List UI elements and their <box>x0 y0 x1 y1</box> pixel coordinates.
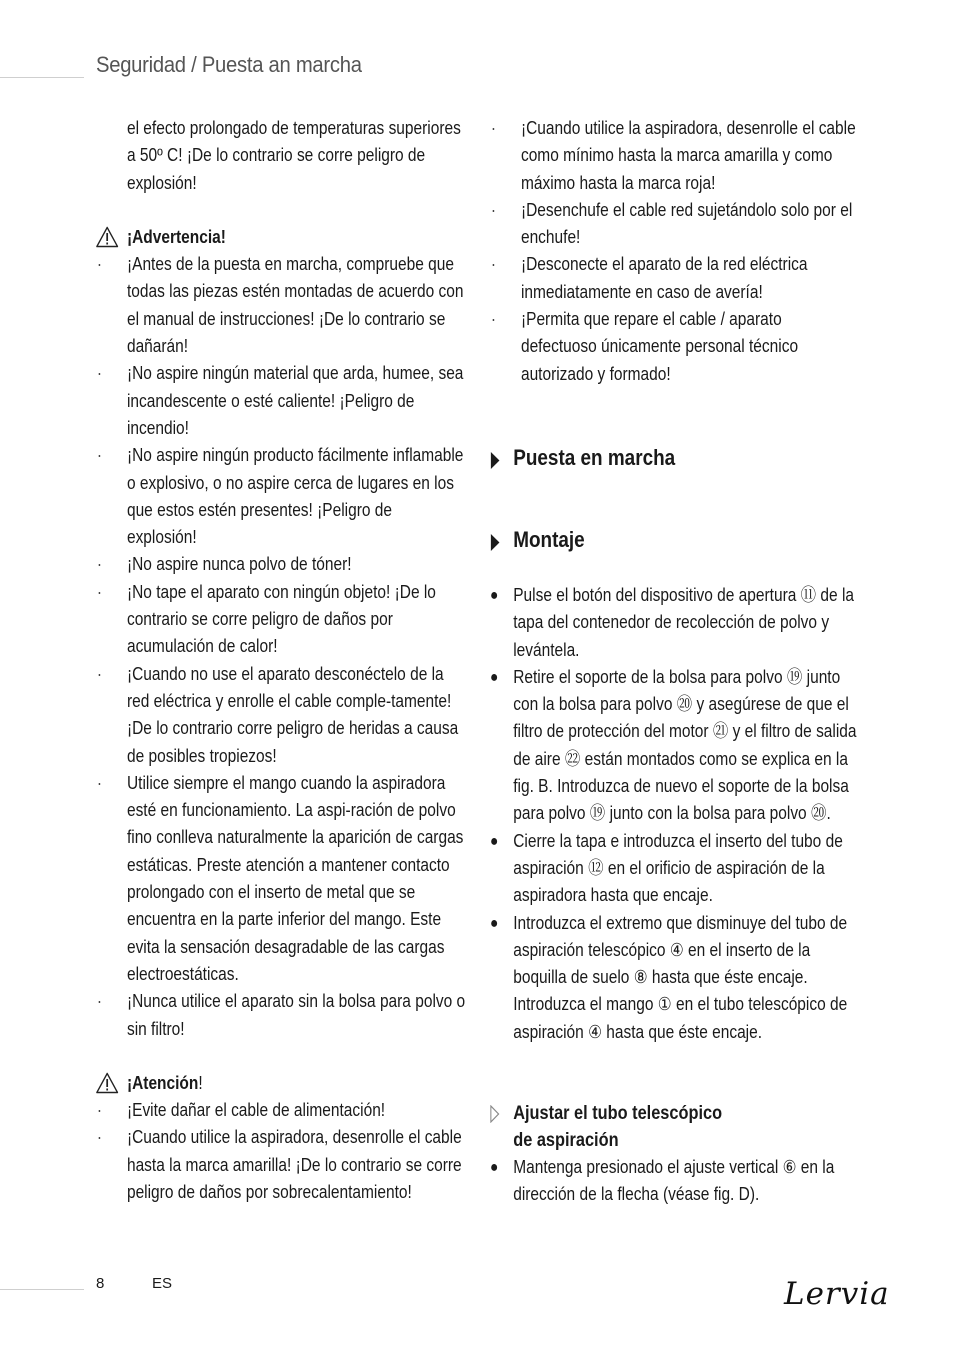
safety-item: · ¡Desenchufe el cable red sujetándolo solo por el enchufe! <box>490 197 860 252</box>
warning-item: · ¡Cuando no use el aparato desconéctelo de la red eléctrica y enrolle el cable comple-tamente! ¡De lo contrario corre peligro de heridas a causa de posibles tropiezos! <box>96 661 466 770</box>
arrow-right-filled-icon <box>490 531 500 559</box>
montaje-item-text: Pulse el botón del dispositivo de apertura ⑪ de la tapa del contenedor de recolección de polvo y levántela. <box>513 584 854 660</box>
warning-item: · ¡No aspire nunca polvo de tóner! <box>96 551 466 578</box>
montaje-item <box>490 910 860 1046</box>
montaje-item <box>490 582 860 664</box>
attention-title-suffix: ! <box>198 1072 203 1093</box>
language-code: ES <box>152 1275 173 1292</box>
subsubsection-heading-line1: Ajustar el tubo telescópico <box>513 1103 723 1125</box>
ajustar-item-text: Mantenga presionado el ajuste vertical ⑥ en la dirección de la flecha (véase fig. D). <box>513 1157 835 1205</box>
warning-item: · Utilice siempre el mango cuando la aspiradora esté en funcionamiento. La aspi-ración de polvo fino conlleva naturalmente la aparición de cargas estáticas. Preste atención a mantener contacto prolongado con el inserto de metal que se encuentra en la parte inferior del mango. Este evita la sensación desagradable de las cargas electroestáticas. <box>96 770 466 988</box>
subsection-heading-text: Montaje <box>513 526 585 552</box>
arrow-right-filled-icon <box>490 449 500 477</box>
footer-rule <box>0 1289 84 1290</box>
subsubsection-heading <box>490 1100 860 1154</box>
bullet-icon: ● <box>490 586 499 604</box>
section-heading <box>490 444 860 472</box>
ajustar-item <box>490 1154 860 1209</box>
subsection-heading <box>490 526 860 554</box>
right-column-content <box>490 115 860 1209</box>
warning-item: · ¡No tape el aparato con ningún objeto! ¡De lo contrario se corre peligro de daños por acumulación de calor! <box>96 579 466 661</box>
safety-item: · ¡Permita que repare el cable / aparato defectuoso únicamente personal técnico autorizado y formado! <box>490 306 860 388</box>
attention-title: ¡Atención <box>126 1072 199 1093</box>
bullet-icon: ● <box>490 914 499 932</box>
warning-triangle-icon <box>96 1072 118 1094</box>
left-column-content <box>96 115 466 1206</box>
montaje-item-text: Cierre la tapa e introduzca el inserto del tubo de aspiración ⑫ en el orificio de aspiración de la aspiradora hasta que encaje. <box>513 830 843 906</box>
bullet-icon: ● <box>490 1159 499 1177</box>
warning-title: ¡Advertencia! <box>126 226 226 247</box>
arrow-right-outline-icon <box>490 1104 499 1131</box>
intro-paragraph: el efecto prolongado de temperaturas superiores a 50º C! ¡De lo contrario se corre peligro de explosión! <box>126 118 461 193</box>
bullet-icon: ● <box>490 832 499 850</box>
right-column <box>490 115 920 1209</box>
montaje-item <box>490 828 860 910</box>
montaje-item-text: Introduzca el extremo que disminuye del tubo de aspiración telescópico ④ en el inserto de la boquilla de suelo ⑧ hasta que éste encaje. Introduzca el mango ① en el tubo telescópico de aspiración ④ hasta que éste encaje. <box>513 912 848 1042</box>
left-column <box>96 115 526 1206</box>
subsubsection-heading-line2: de aspiración <box>513 1130 619 1152</box>
warning-item: · ¡No aspire ningún material que arda, humee, sea incandescente o esté caliente! ¡Peligro de incendio! <box>96 360 466 442</box>
header-rule <box>0 77 84 78</box>
section-heading-text: Puesta en marcha <box>513 444 676 470</box>
warning-heading <box>96 224 466 251</box>
montaje-item-text: Retire el soporte de la bolsa para polvo ⑲ junto con la bolsa para polvo ⑳ y asegúrese de que el filtro de protección del motor ㉑ y el filtro de salida de aire ㉒ están montados como se explica en la fig. B. Introduzca de nuevo el soporte de la bolsa para polvo ⑲ junto con la bolsa para polvo ⑳. <box>513 666 857 824</box>
montaje-item <box>490 664 860 828</box>
page-number: 8 <box>96 1275 105 1292</box>
safety-item: · ¡Desconecte el aparato de la red eléctrica inmediatamente en caso de avería! <box>490 251 860 306</box>
attention-item: · ¡Cuando utilice la aspiradora, desenrolle el cable hasta la marca amarilla! ¡De lo contrario se corre peligro de daños por sobrecalentamiento! <box>96 1124 466 1206</box>
bullet-icon: ● <box>490 668 499 686</box>
attention-heading <box>96 1070 466 1097</box>
page-header-title: Seguridad / Puesta an marcha <box>96 52 362 77</box>
brand-logo: Lervia <box>784 1276 890 1312</box>
warning-item: · ¡No aspire ningún producto fácilmente inflamable o explosivo, o no aspire cerca de lugares en los que estos estén presentes! ¡Peligro de explosión! <box>96 442 466 551</box>
attention-item: · ¡Evite dañar el cable de alimentación! <box>96 1097 466 1124</box>
safety-item: · ¡Cuando utilice la aspiradora, desenrolle el cable como mínimo hasta la marca amarilla y como máximo hasta la marca roja! <box>490 115 860 197</box>
warning-item: · ¡Nunca utilice el aparato sin la bolsa para polvo o sin filtro! <box>96 988 466 1043</box>
warning-item: · ¡Antes de la puesta en marcha, compruebe que todas las piezas estén montadas de acuerdo con el manual de instrucciones! ¡De lo contrario se dañarán! <box>96 251 466 360</box>
warning-triangle-icon <box>96 226 118 248</box>
